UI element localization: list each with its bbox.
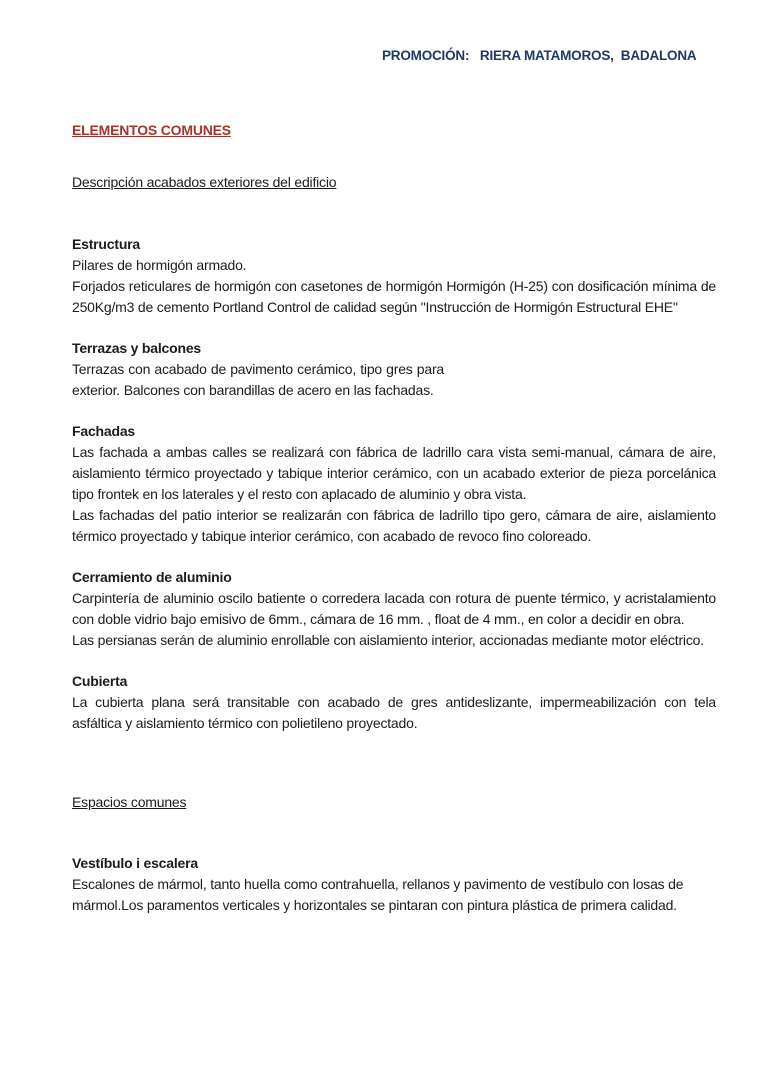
section-cerramiento-aluminio	[72, 567, 716, 651]
subtitle-exterior-finishes: Descripción acabados exteriores del edificio	[72, 174, 337, 190]
section-heading: Fachadas	[72, 423, 135, 439]
section-paragraph: Forjados reticulares de hormigón con casetones de hormigón Hormigón (H-25) con dosificación mínima de 250Kg/m3 de cemento Portland Control de calidad según "Instrucción de Hormigón Estructural EHE"	[72, 278, 716, 315]
section-paragraph: Escalones de mármol, tanto huella como contrahuella, rellanos y pavimento de vestíbulo con losas de mármol.Los paramentos verticales y horizontales se pintaran con pintura plástica de primera calidad.	[72, 876, 684, 913]
subtitle-common-spaces: Espacios comunes	[72, 794, 187, 810]
section-cubierta	[72, 671, 716, 734]
section-paragraph: Las fachada a ambas calles se realizará con fábrica de ladrillo cara vista semi-manual, cámara de aire, aislamiento térmico proyectado y tabique interior cerámico, con un acabado exterior de pieza porcelánica tipo frontek en los laterales y el resto con aplacado de aluminio y obra vista.	[72, 444, 716, 502]
promotion-header: PROMOCIÓN: RIERA MATAMOROS, BADALONA	[382, 48, 697, 63]
section-paragraph: Terrazas con acabado de pavimento cerámico, tipo gres para exterior. Balcones con barandillas de acero en las fachadas.	[72, 361, 444, 398]
section-paragraph: Las fachadas del patio interior se realizarán con fábrica de ladrillo tipo gero, cámara de aire, aislamiento térmico proyectado y tabique interior cerámico, con acabado de revoco fino coloreado.	[72, 507, 716, 544]
section-paragraph: La cubierta plana será transitable con acabado de gres antideslizante, impermeabilización con tela asfáltica y aislamiento térmico con polietileno proyectado.	[72, 694, 716, 731]
section-terrazas-balcones	[72, 338, 716, 401]
section-heading: Estructura	[72, 236, 141, 252]
section-paragraph: Las persianas serán de aluminio enrollable con aislamiento interior, accionadas mediante motor eléctrico.	[72, 632, 704, 648]
section-paragraph: Carpintería de aluminio oscilo batiente o corredera lacada con rotura de puente térmico, y acristalamiento con doble vidrio bajo emisivo de 6mm., cámara de 16 mm. , float de 4 mm., en color a decidir en obra.	[72, 590, 716, 627]
section-heading: Terrazas y balcones	[72, 340, 202, 356]
section-heading: Cerramiento de aluminio	[72, 569, 232, 585]
section-heading: Vestíbulo i escalera	[72, 855, 198, 871]
section-estructura	[72, 234, 716, 318]
document-title: ELEMENTOS COMUNES	[72, 122, 231, 138]
section-vestibulo-escalera	[72, 853, 716, 916]
section-paragraph: Pilares de hormigón armado.	[72, 257, 247, 273]
section-heading: Cubierta	[72, 673, 128, 689]
section-fachadas	[72, 421, 716, 547]
